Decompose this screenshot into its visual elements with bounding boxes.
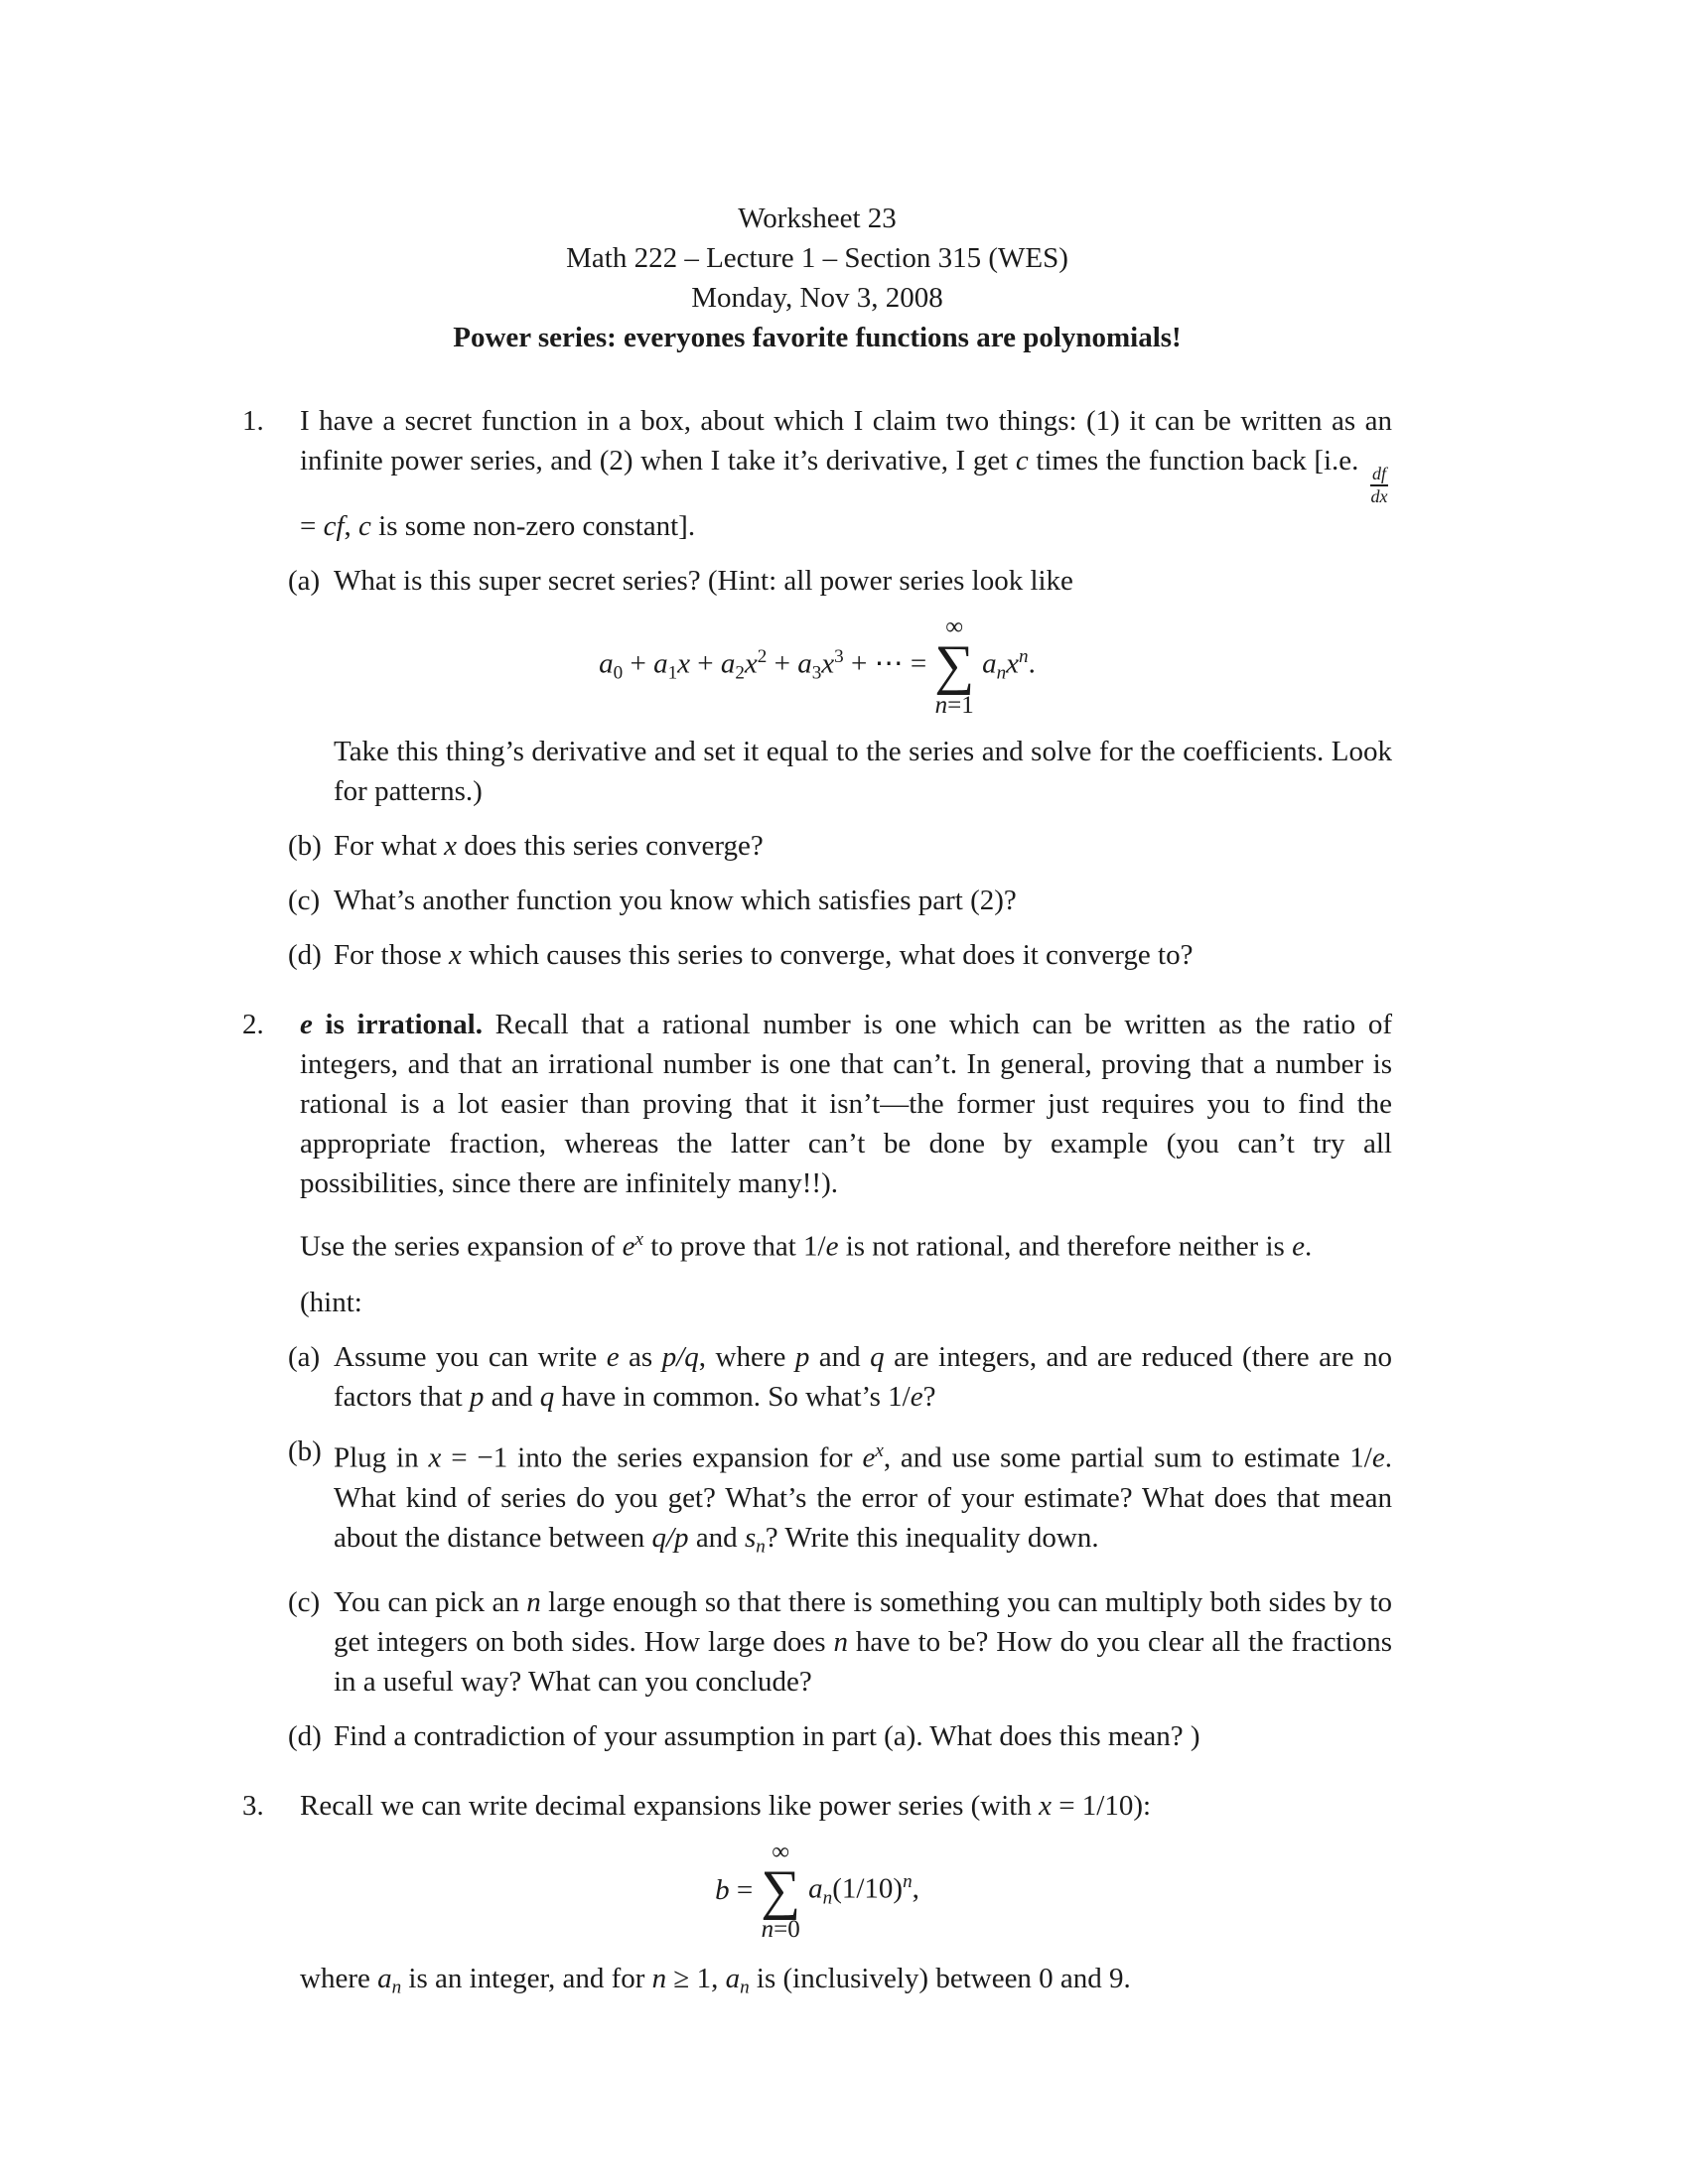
subitem-1a-text: What is this super secret series? (Hint: all power series look like [334,565,1073,598]
subitem-2c [288,1582,1392,1702]
lower-limit: n=1 [934,691,974,719]
summation-symbol-group [761,1840,800,1943]
problem-1-intro [300,401,1392,546]
subitem-1c [288,881,1392,920]
subitem-2d-body [334,1716,1392,1756]
subitem-2d-text: Find a contradiction of your assumption in part (a). What does this mean? ) [334,1719,1200,1752]
subitem-1b-body [334,826,1392,866]
problem-2-hint: (hint: [300,1287,362,1319]
subitem-2a-body [334,1337,1392,1417]
subitem-2d-label: (d) [288,1719,322,1752]
problem-1 [242,401,1392,975]
df-dx-fraction [1370,464,1388,506]
problem-3 [242,1786,1392,2008]
decimal-expansion-equation [242,1840,1392,1943]
subitem-1b [288,826,1392,866]
fraction-numerator: df [1370,464,1388,486]
problem-1-intro-text-a: I have a secret function in a box, about which I claim two things: (1) it can be written as an infinite power series, and (2) when I take it’s derivative, I get c times the function back [i.e. [300,405,1392,477]
problem-1-body [288,401,1392,975]
subitem-1d [288,935,1392,975]
problem-2-body [288,1005,1393,1756]
subitem-2b-label: (b) [288,1435,322,1468]
page-content [242,199,1392,2008]
header [242,199,1392,357]
date-line: Monday, Nov 3, 2008 [691,282,943,314]
problem-3-intro: Recall we can write decimal expansions like power series (with x = 1/10): [300,1789,1152,1822]
subitem-1d-label: (d) [288,938,322,971]
equation-lhs: $a0 + a1x + a2x^2 + a3x^3$ + ⋯ = [599,646,927,684]
subitem-1c-body [334,881,1392,920]
subitem-1b-text: For what x does this series converge? [334,829,764,862]
problem-1-intro-text-b: = cf, c is some non-zero constant]. [300,510,696,543]
subitem-2b-body [334,1432,1392,1567]
subitem-2b [288,1432,1392,1567]
subitem-2c-label: (c) [288,1585,321,1618]
problem-1-number: 1. [242,405,264,437]
subitem-2c-text: You can pick an n large enough so that there is something you can multiply both sides by to get integers on both sides. How large does n have to be? How do you clear all the fractions in a useful way? What can you conclude? [334,1585,1392,1698]
subitem-2a [288,1337,1392,1417]
subitem-1a-note: Take this thing’s derivative and set it equal to the series and solve for the coefficients. Look for patterns.) [334,735,1392,807]
worksheet-number-line: Worksheet 23 [738,203,897,234]
subitem-2a-label: (a) [288,1341,321,1374]
summation-symbol-group [934,614,974,718]
subitem-1b-label: (b) [288,829,322,862]
lower-limit: n=0 [761,1916,800,1944]
problem-3-body [300,1786,1392,2008]
problem-2-paragraph-2: Use the series expansion of $e^x$ to prove that 1/e is not rational, and therefore neither is e. [300,1228,1313,1263]
subitem-2d [288,1716,1392,1756]
subitem-1d-body [334,935,1392,975]
subitem-1a-body [334,561,1392,811]
infinity-upper-limit: ∞ [772,1838,790,1865]
subitem-1c-label: (c) [288,884,321,916]
subitem-1a-label: (a) [288,565,321,598]
course-line: Math 222 – Lecture 1 – Section 315 (WES) [566,242,1068,274]
equation-rhs: anx$^n$. [982,646,1036,684]
equation-lhs: b = [715,1873,754,1906]
problem-3-number: 3. [242,1789,264,1822]
problem-3-outro: where an is an integer, and for n ≥ 1, an is (inclusively) between 0 and 9. [300,1963,1131,1998]
problem-2-number: 2. [242,1008,264,1040]
subitem-2c-body [334,1582,1392,1702]
subitem-1d-text: For those x which causes this series to converge, what does it converge to? [334,938,1194,971]
fraction-denominator: dx [1370,485,1388,506]
subitem-1c-text: What’s another function you know which satisfies part (2)? [334,884,1017,916]
subitem-1a [288,561,1392,811]
subitem-2a-text: Assume you can write e as p/q, where p and q are integers, and are reduced (there are no factors that p and q have in common. So what’s 1/e? [334,1341,1393,1414]
equation-rhs: $an(1/10)^n$, [808,1870,919,1909]
sigma-symbol: ∑ [761,1858,801,1921]
sigma-symbol: ∑ [934,634,975,697]
problem-2 [242,1005,1392,1756]
problem-2-intro: e is irrational. Recall that a rational number is one which can be written as the ratio of integers, and that an irrational number is one that can’t. In general, proving that a number is rational is a lot easier than proving that it isn’t—the former just requires you to find the appropriate fraction, whereas the latter can’t be done by example (you can’t try all possibilities, since there are infinitely many!!). [300,1008,1392,1199]
subitem-2b-text: Plug in x = −1 into the series expansion for $e^x$, and use some partial sum to estimate 1/e. What kind of series do you get? What’s the error of your estimate? What does that mean about the distance between q/p and sn? Write this inequality down. [334,1440,1392,1558]
worksheet-title: Power series: everyones favorite functions are polynomials! [453,322,1182,353]
infinity-upper-limit: ∞ [945,614,964,641]
power-series-equation [242,614,1392,718]
